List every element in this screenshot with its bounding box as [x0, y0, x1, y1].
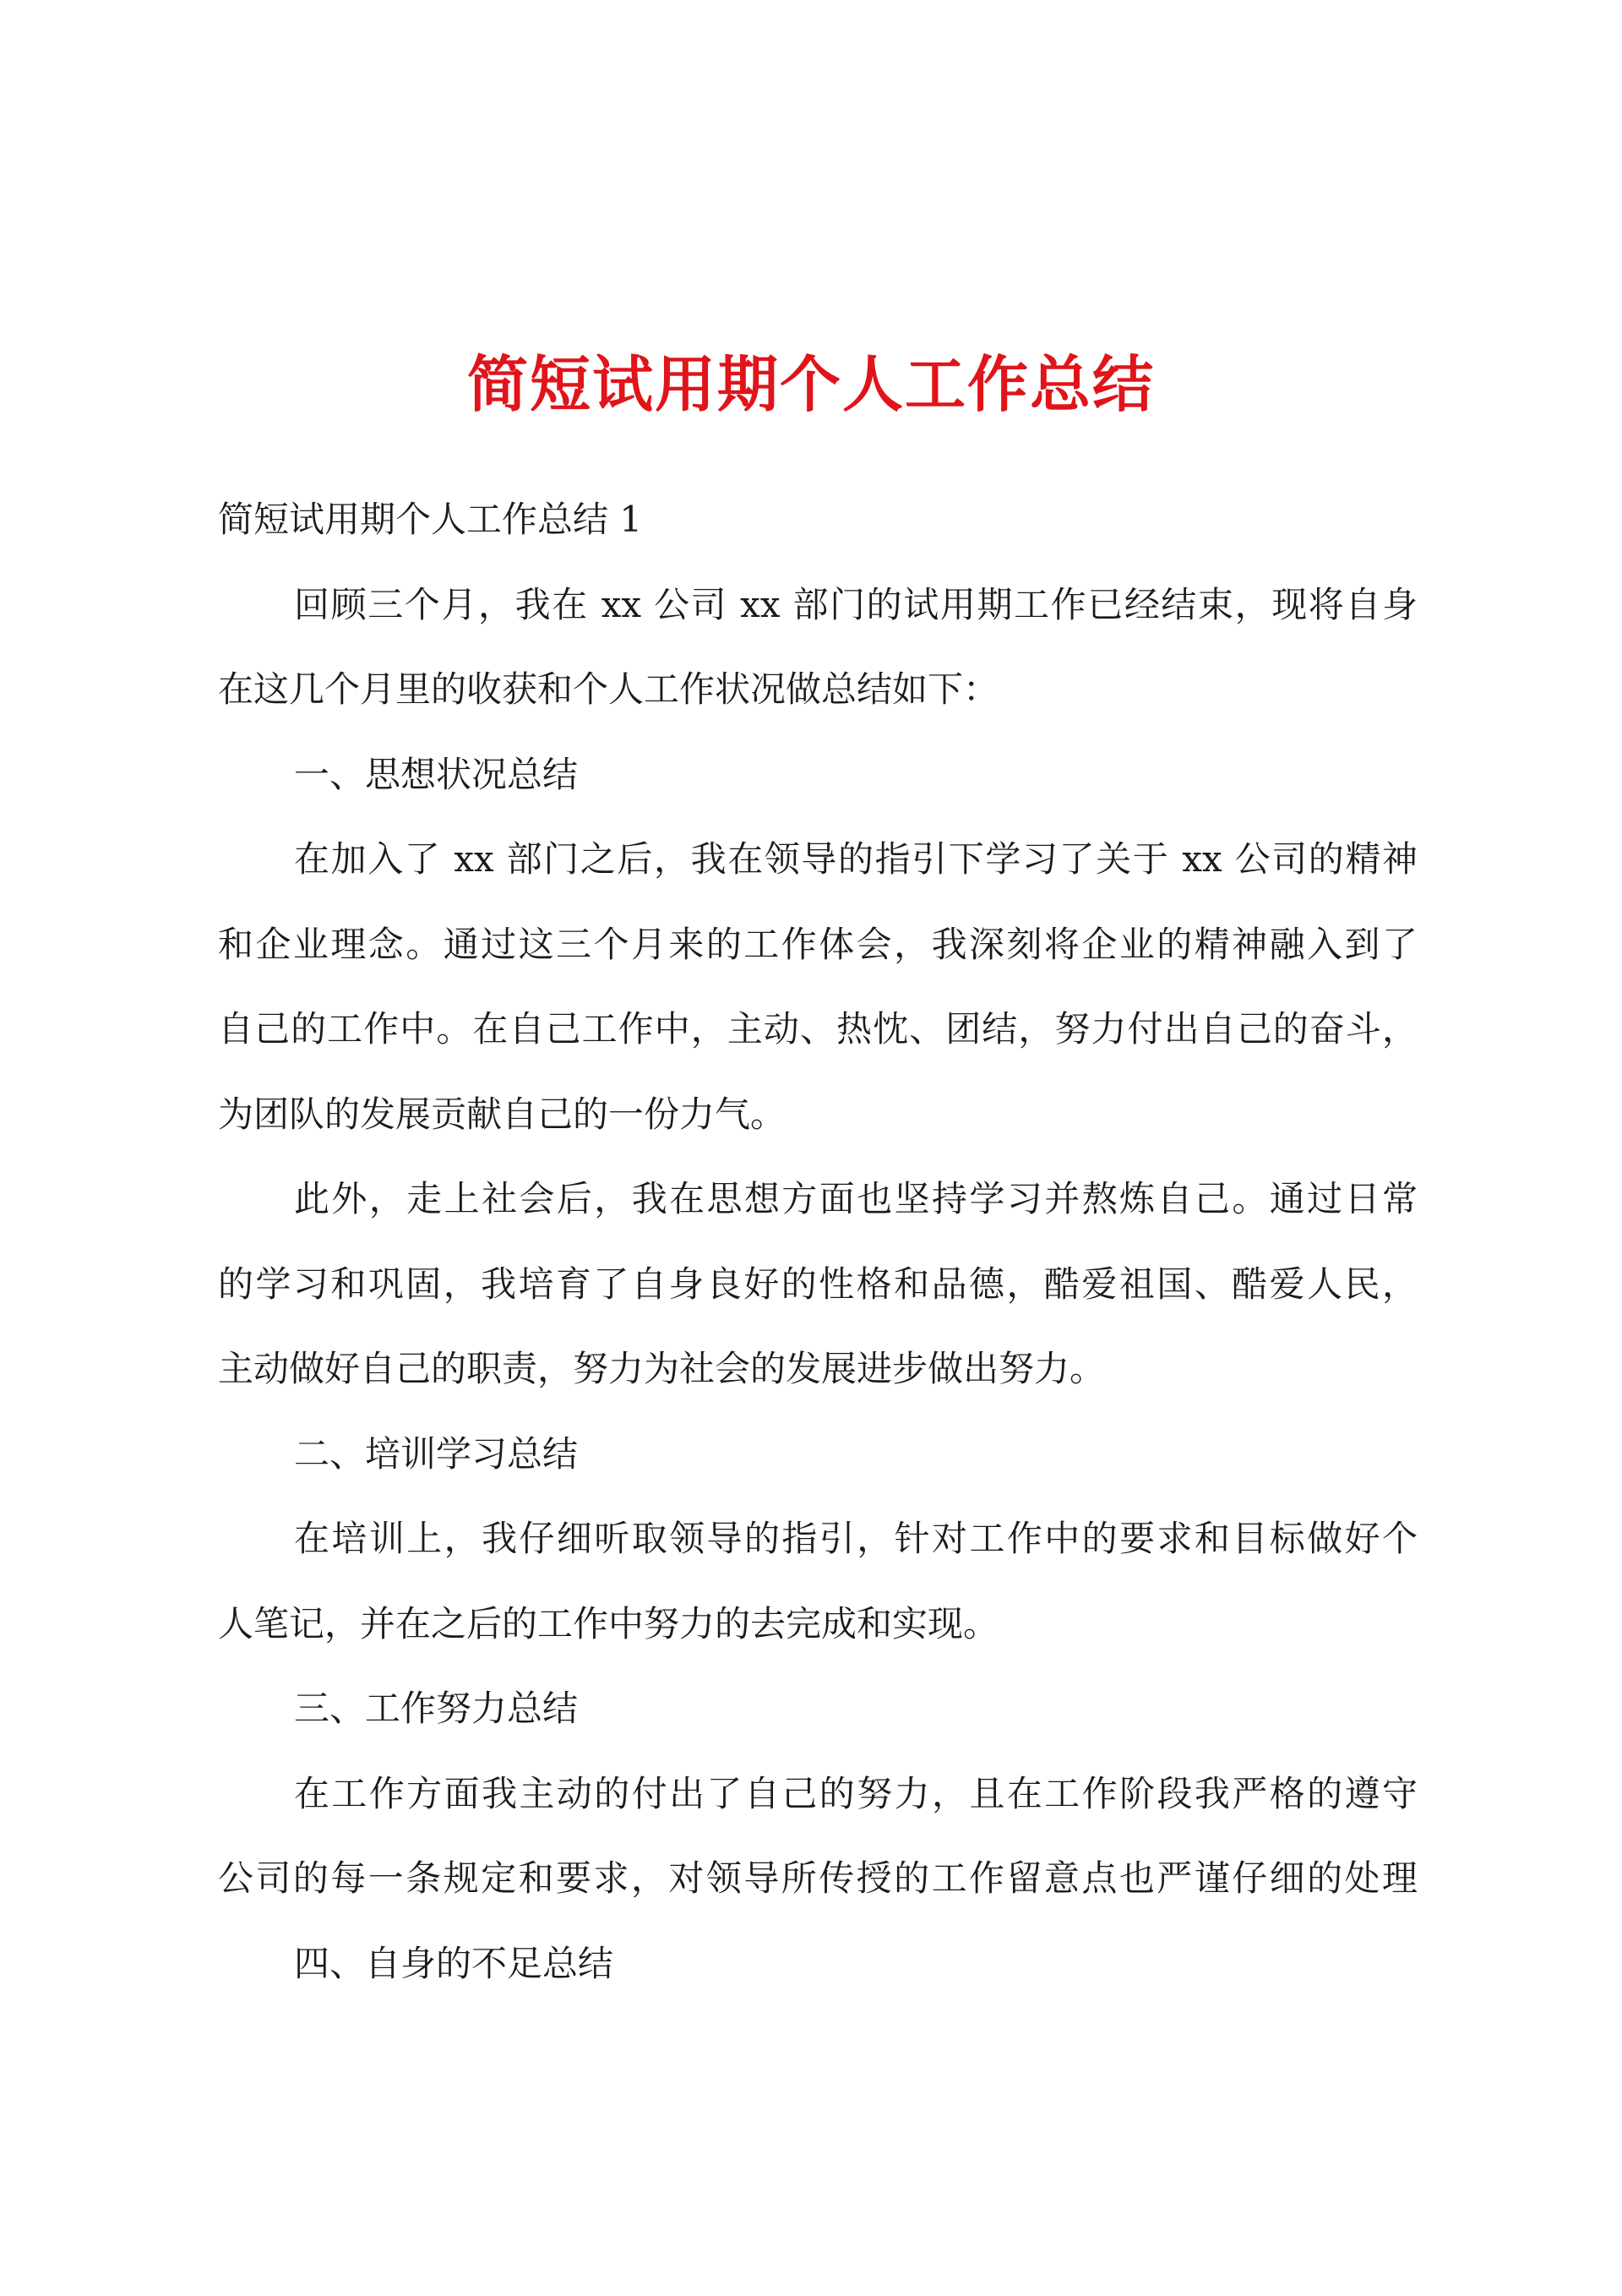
document-title: 简短试用期个人工作总结: [466, 348, 1155, 420]
document-body: [218, 477, 1418, 2006]
paragraph-line: 公司的每一条规定和要求，对领导所传授的工作留意点也严谨仔细的处理: [218, 1857, 1418, 1899]
paragraph-line: 自己的工作中。在自己工作中，主动、热忱、团结，努力付出自己的奋斗，: [218, 1008, 1418, 1050]
section-heading: 三、工作努力总结: [294, 1688, 579, 1729]
paragraph-line: 和企业理念。通过这三个月来的工作体会，我深刻将企业的精神融入到了: [218, 923, 1418, 965]
section-heading: 二、培训学习总结: [294, 1432, 579, 1475]
paragraph-line: 人笔记，并在之后的工作中努力的去完成和实现。: [218, 1602, 999, 1644]
section-heading: 四、自身的不足总结: [294, 1942, 614, 1984]
section-heading: 一、思想状况总结: [294, 753, 579, 795]
paragraph-line: 为团队的发展贡献自己的一份力气。: [218, 1093, 787, 1135]
paragraph-line: 在培训上，我仔细听取领导的指引，针对工作中的要求和目标做好个: [294, 1518, 1418, 1559]
paragraph-line: 在加入了 xx 部门之后，我在领导的指引下学习了关于 xx 公司的精神: [294, 838, 1418, 880]
paragraph-line: 此外，走上社会后，我在思想方面也坚持学习并熬炼自己。通过日常: [294, 1178, 1418, 1219]
paragraph-line: 的学习和巩固，我培育了自身良好的性格和品德，酷爱祖国、酷爱人民，: [218, 1263, 1418, 1305]
paragraph-line: 在工作方面我主动的付出了自己的努力，且在工作阶段我严格的遵守: [294, 1772, 1418, 1814]
paragraph-line: 回顾三个月，我在 xx 公司 xx 部门的试用期工作已经结束，现将自身: [294, 583, 1418, 625]
paragraph-line: 主动做好自己的职责，努力为社会的发展进步做出努力。: [218, 1348, 1106, 1389]
paragraph-line: 在这几个月里的收获和个人工作状况做总结如下：: [218, 668, 999, 710]
section-subtitle: 简短试用期个人工作总结 1: [218, 499, 643, 540]
